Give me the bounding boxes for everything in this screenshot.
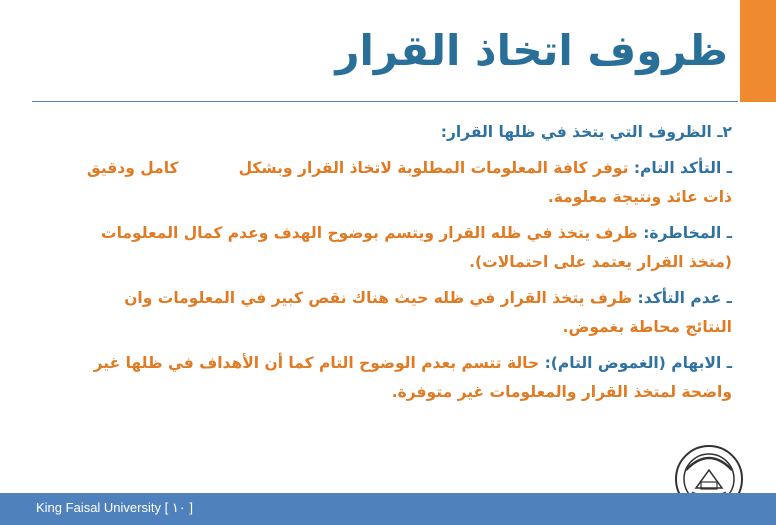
accent-bar (740, 0, 776, 102)
list-item-ambiguity (42, 349, 732, 407)
desc-certainty-1: توفر كافة المعلومات المطلوبة لاتخاذ القرار وبشكل (238, 159, 634, 177)
term-uncertainty: ـ عدم التأكد: (637, 289, 732, 307)
term-risk: ـ المخاطرة: (643, 224, 732, 242)
title-divider (32, 101, 738, 102)
list-item-certainty (42, 154, 732, 212)
desc-risk-1: ظرف يتخذ في ظله القرار ويتسم بوضوح الهدف وعدم كمال المعلومات (101, 224, 644, 242)
term-ambiguity: ـ الابهام (الغموض التام): (544, 354, 732, 372)
list-item-uncertainty (42, 284, 732, 342)
desc-certainty-2: ذات عائد ونتيجة معلومة. (547, 188, 732, 206)
footer-text: King Faisal University [ ١٠ ] (36, 500, 194, 515)
term-certainty: ـ التأكد التام: (633, 159, 732, 177)
page-title: ظروف اتخاذ القرار (335, 26, 728, 75)
desc-certainty-1b: كامل ودقيق (86, 159, 179, 177)
section-heading: ٢ـ الظروف التي يتخذ في ظلها القرار: (440, 123, 732, 141)
desc-ambiguity-2: واضحة لمتخذ القرار والمعلومات غير متوفرة. (391, 383, 732, 401)
desc-risk-2: (متخذ القرار يعتمد على احتمالات). (469, 253, 732, 271)
desc-uncertainty-2: النتائج محاطة بغموض. (562, 318, 732, 336)
desc-ambiguity-1: حالة تتسم بعدم الوضوح التام كما أن الأهداف في ظلها غير (93, 354, 545, 372)
desc-uncertainty-1: ظرف يتخذ القرار في ظله حيث هناك نقص كبير في المعلومات وان (124, 289, 638, 307)
list-item-risk (42, 219, 732, 277)
slide-content (42, 118, 732, 414)
footer-bar (0, 493, 776, 525)
